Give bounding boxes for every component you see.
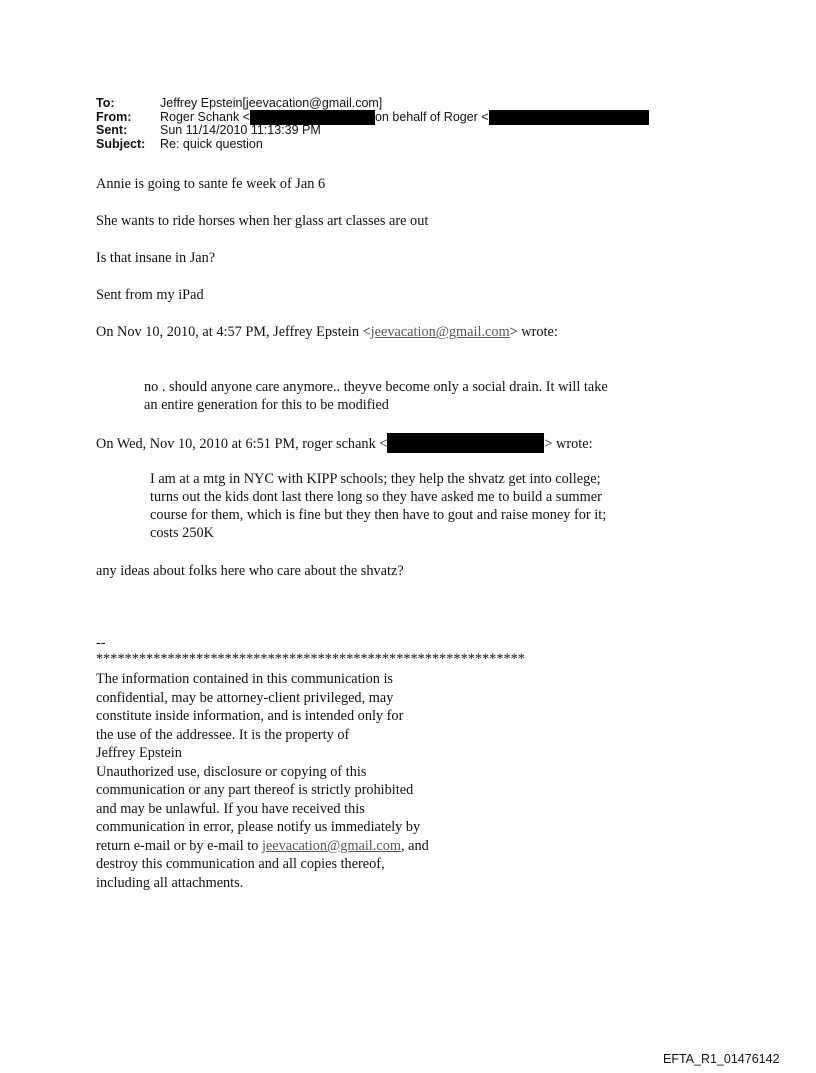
return-suffix: , and [400, 837, 429, 854]
from-mid: on behalf of Roger < [374, 109, 489, 124]
disclaimer-line: including all attachments. [96, 874, 244, 891]
return-prefix: return e-mail or by e-mail to [96, 837, 262, 854]
redaction-box [489, 110, 649, 125]
body-line-3: Is that insane in Jan? [96, 250, 216, 266]
quote2-prefix: On Wed, Nov 10, 2010 at 6:51 PM, roger schank < [96, 436, 388, 452]
signature-dashes: -- [96, 635, 106, 651]
disclaimer [96, 670, 429, 892]
disclaimer-line: Jeffrey Epstein [96, 745, 182, 761]
disclaimer-line: Unauthorized use, disclosure or copying of this [96, 763, 367, 780]
quote1-suffix: > wrote: [509, 324, 558, 340]
quote2-suffix: > wrote: [544, 436, 593, 452]
quote-header-1 [96, 323, 558, 341]
orig-line-3: course for them, which is fine but they then have to gout and raise money for it; [150, 507, 607, 523]
to-label: To: [96, 96, 115, 110]
disclaimer-line: The information contained in this communication is [96, 671, 393, 687]
from-value [160, 111, 649, 125]
sent-row [96, 124, 649, 138]
email-link[interactable]: jeevacation@gmail.com [261, 837, 401, 854]
signature-stars: ************************************************************ [96, 651, 525, 667]
disclaimer-line: the use of the addressee. It is the property of [96, 726, 350, 743]
disclaimer-line: constitute inside information, and is intended only for [96, 708, 404, 724]
body-line-1: Annie is going to sante fe week of Jan 6 [96, 176, 326, 192]
from-row [96, 111, 649, 125]
question-line: any ideas about folks here who care about the shvatz? [96, 563, 404, 579]
email-link[interactable]: jeevacation@gmail.com [370, 324, 510, 340]
body-line-4: Sent from my iPad [96, 287, 204, 303]
orig-line-4: costs 250K [150, 525, 214, 541]
sent-label: Sent: [96, 123, 128, 137]
subject-row [96, 138, 649, 152]
sent-value: Sun 11/14/2010 11:13:39 PM [160, 123, 321, 137]
disclaimer-line: communication in error, please notify us immediately by [96, 819, 421, 835]
reply1-line-2: an entire generation for this to be modified [144, 397, 389, 413]
disclaimer-line: and may be unlawful. If you have received this [96, 800, 365, 817]
orig-line-1: I am at a mtg in NYC with KIPP schools; they help the shvatz get into college; [150, 471, 601, 487]
to-row [96, 97, 649, 111]
original-message [150, 470, 606, 542]
signature-separator [96, 635, 525, 667]
document-id: EFTA_R1_01476142 [663, 1052, 780, 1066]
subject-value: Re: quick question [160, 136, 263, 151]
quote1-prefix: On Nov 10, 2010, at 4:57 PM, Jeffrey Epstein < [96, 324, 371, 340]
quote-header-2 [96, 433, 593, 453]
reply1-line-1: no . should anyone care anymore.. theyve become only a social drain. It will take [144, 379, 608, 395]
from-label: From: [96, 109, 132, 124]
subject-label: Subject: [96, 136, 146, 151]
to-value: Jeffrey Epstein[jeevacation@gmail.com] [160, 96, 383, 110]
disclaimer-line: communication or any part thereof is strictly prohibited [96, 782, 414, 798]
email-header [96, 97, 649, 151]
disclaimer-line: confidential, may be attorney-client privileged, may [96, 689, 394, 706]
disclaimer-return-line [96, 837, 429, 856]
redaction-box [387, 433, 544, 453]
reply-block-1 [144, 378, 608, 414]
from-name: Roger Schank < [160, 109, 250, 124]
orig-line-2: turns out the kids dont last there long so they have asked me to build a summer [150, 489, 602, 505]
body-line-2: She wants to ride horses when her glass art classes are out [96, 213, 429, 229]
disclaimer-line: destroy this communication and all copies thereof, [96, 856, 385, 872]
